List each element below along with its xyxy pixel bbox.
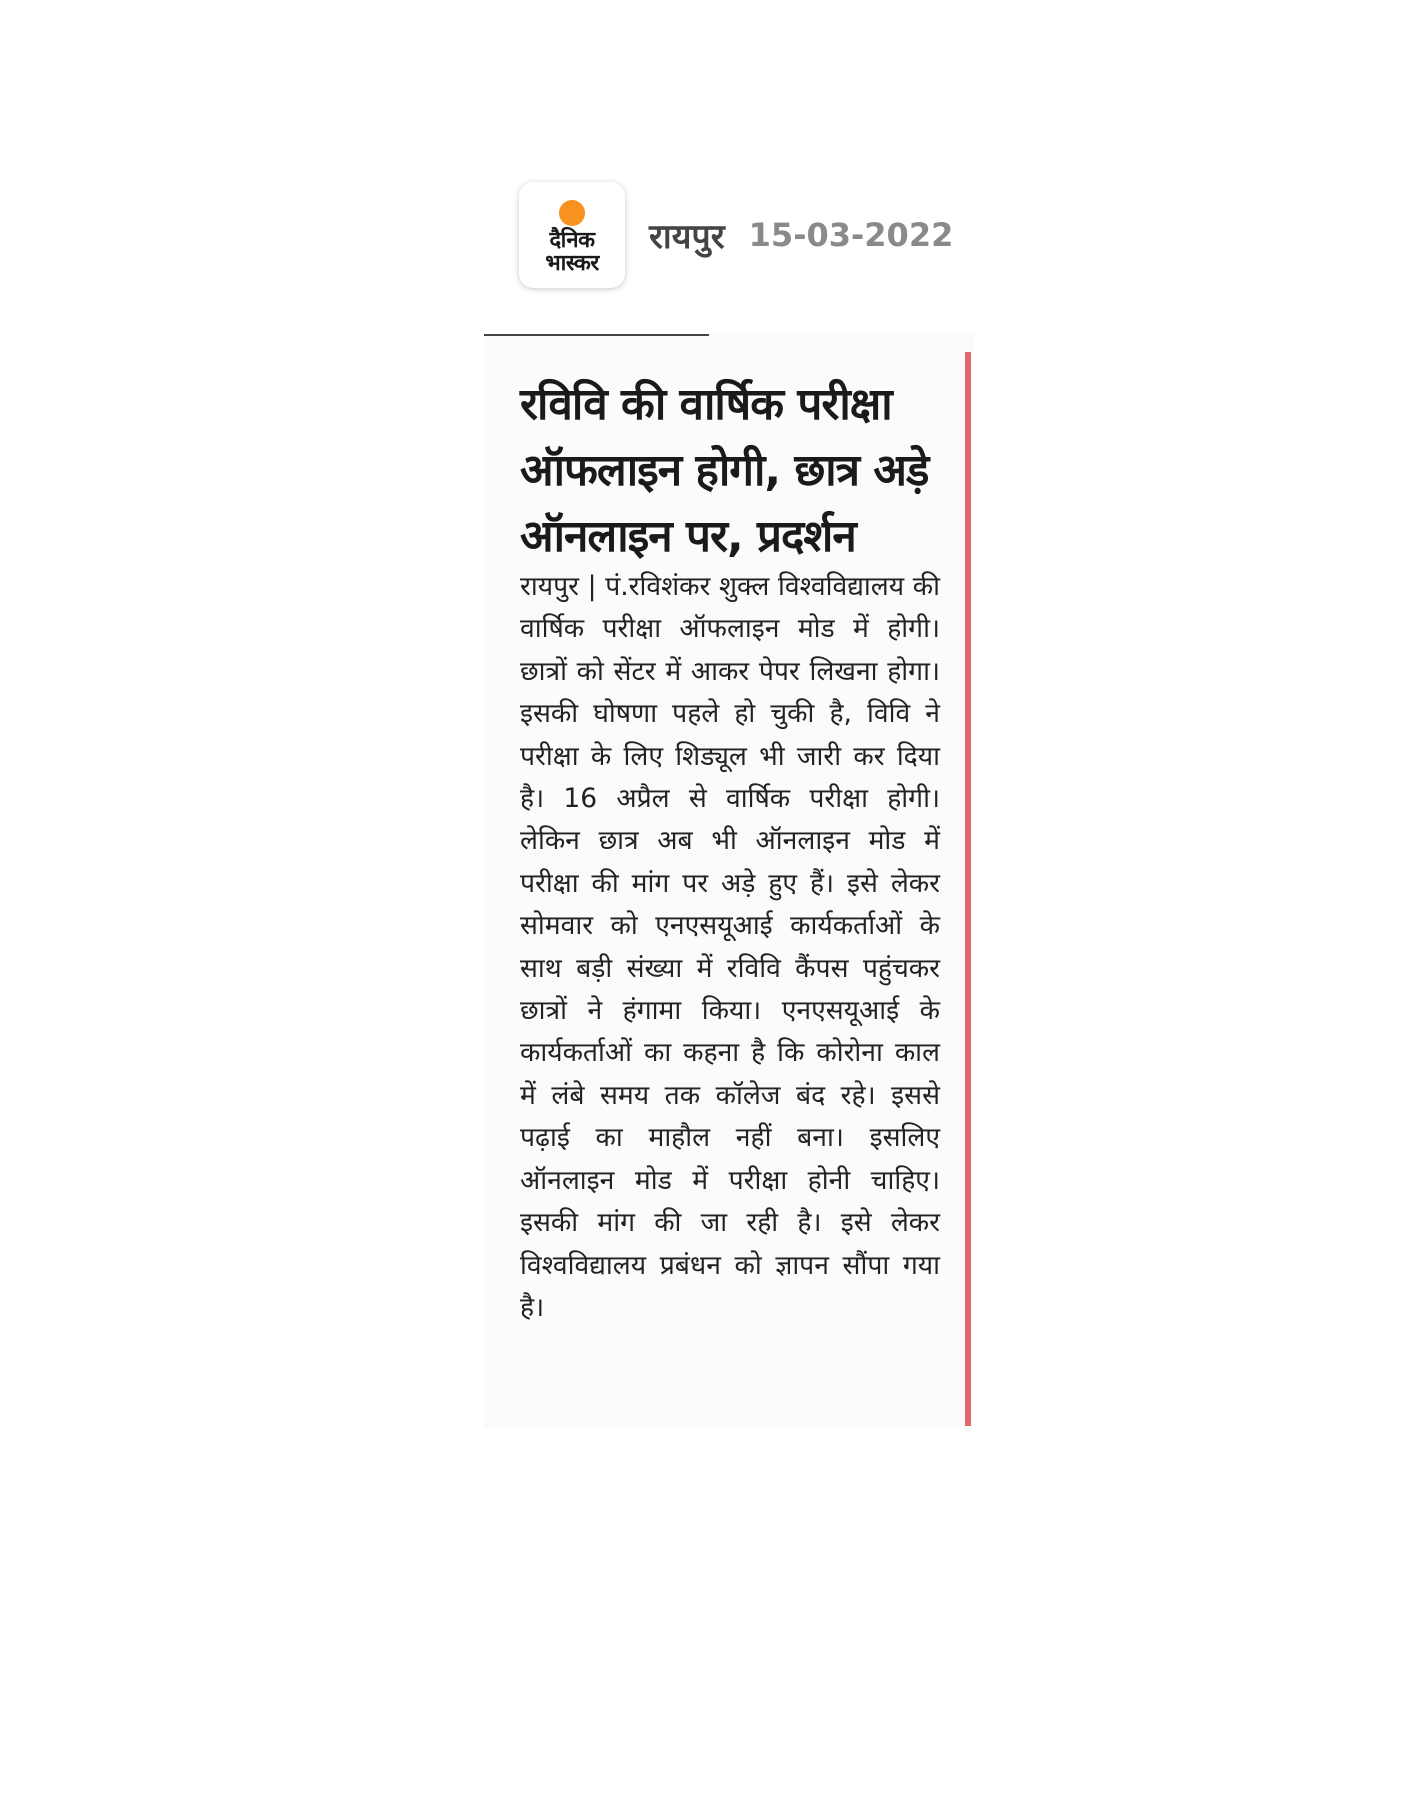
article-body: रायपुर | पं.रविशंकर शुक्ल विश्वविद्यालय की वार्षिक परीक्षा ऑफलाइन मोड में होगी। छात्रों को सेंटर में आकर पेपर लिखना होगा। इसकी घोषणा पहले हो चुकी है, विवि ने परीक्षा के लिए शिड्यूल भी जारी कर दिया है। 16 अप्रैल से वार्षिक परीक्षा होगी। लेकिन छात्र अब भी ऑनलाइन मोड में परीक्षा की मांग पर अड़े हुए हैं। इसे लेकर सोमवार को एनएसयूआई कार्यकर्ताओं के साथ बड़ी संख्या में रविवि कैंपस पहुंचकर छात्रों ने हंगामा किया। एनएसयूआई के कार्यकर्ताओं का कहना है कि कोरोना काल में लंबे समय तक कॉलेज बंद रहे। इससे पढ़ाई का माहौल नहीं बना। इसलिए ऑनलाइन मोड में परीक्षा होनी चाहिए। इसकी मांग की जा रही है। इसे लेकर विश्वविद्यालय प्रबंधन को ज्ञापन सौंपा गया है। [520,571,940,1323]
clipping-header [519,180,953,290]
sun-icon [559,200,585,226]
column-accent-bar [965,352,971,1426]
dainik-bhaskar-logo [519,182,625,288]
article-headline: रविवि की वार्षिक परीक्षा ऑफलाइन होगी, छात्र अड़े ऑनलाइन पर, प्रदर्शन [520,379,929,562]
logo-text-line1: दैनिक [549,227,595,253]
edition-date: 15-03-2022 [748,216,954,254]
logo-text-line2: भास्कर [545,250,599,276]
top-rule-divider [484,334,709,336]
news-clipping [484,334,974,1428]
edition-city: रायपुर [649,217,725,257]
